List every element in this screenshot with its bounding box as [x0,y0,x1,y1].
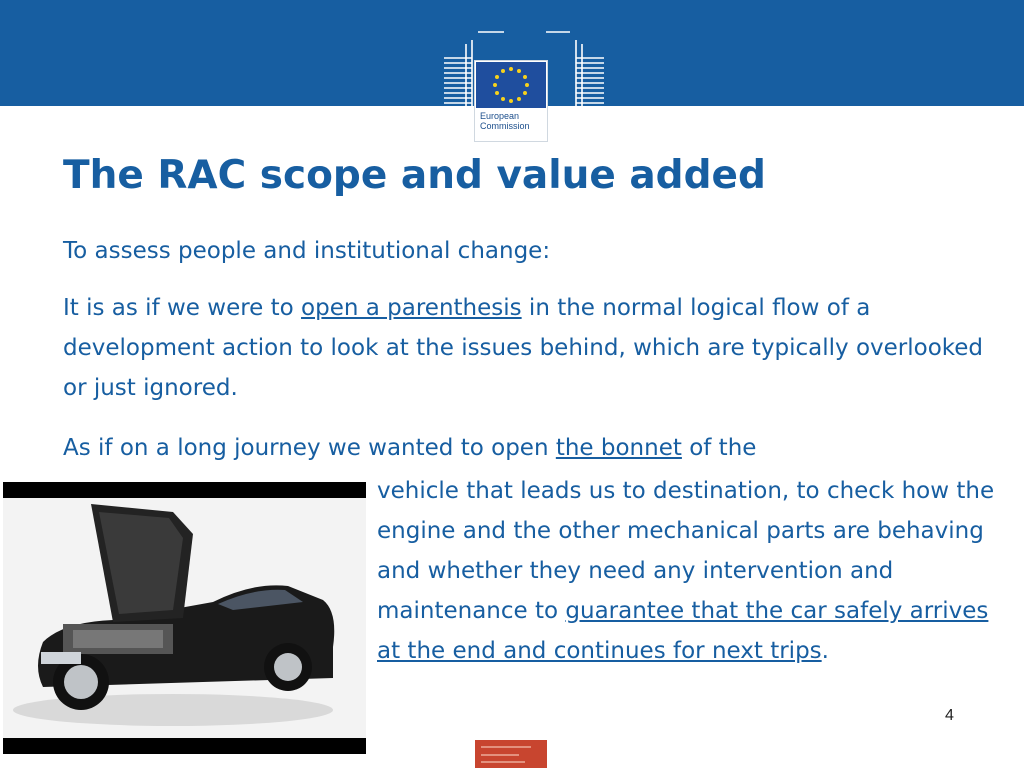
paragraph-journey-line1 [63,428,756,468]
open-parenthesis-link[interactable]: open a parenthesis [301,295,522,321]
para3-text-cont: vehicle that leads us to destination, to check how the engine and the other mechanical parts are behaving and whether they need any intervention and maintenance to [377,478,995,624]
car-photo [3,482,366,754]
logo-label-line1: European [480,111,520,121]
bonnet-link[interactable]: the bonnet [555,435,682,461]
page-number: 4 [945,707,954,724]
slide-title: The RAC scope and value added [63,153,766,198]
paragraph-intro: To assess people and institutional change: [63,238,551,264]
logo-label [480,111,546,131]
paragraph-journey-cont [377,471,1017,671]
para3-text-mid: of the [681,435,757,461]
para2-text-end: in the normal logical flow of a development action to look at the issues behind, which are typically overlooked or just ignored. [63,295,984,401]
logo-label-line2: Commission [480,121,530,131]
para3-text-end: . [821,638,829,664]
eu-flag-icon [476,62,546,108]
para2-text-start: It is as if we were to [63,295,302,321]
paragraph-parenthesis [63,288,988,408]
para3-text-start: As if on a long journey we wanted to open [63,435,556,461]
footer-mark [475,740,547,768]
guarantee-link[interactable]: guarantee that the car safely arrives at the end and continues for next trips [377,598,989,664]
